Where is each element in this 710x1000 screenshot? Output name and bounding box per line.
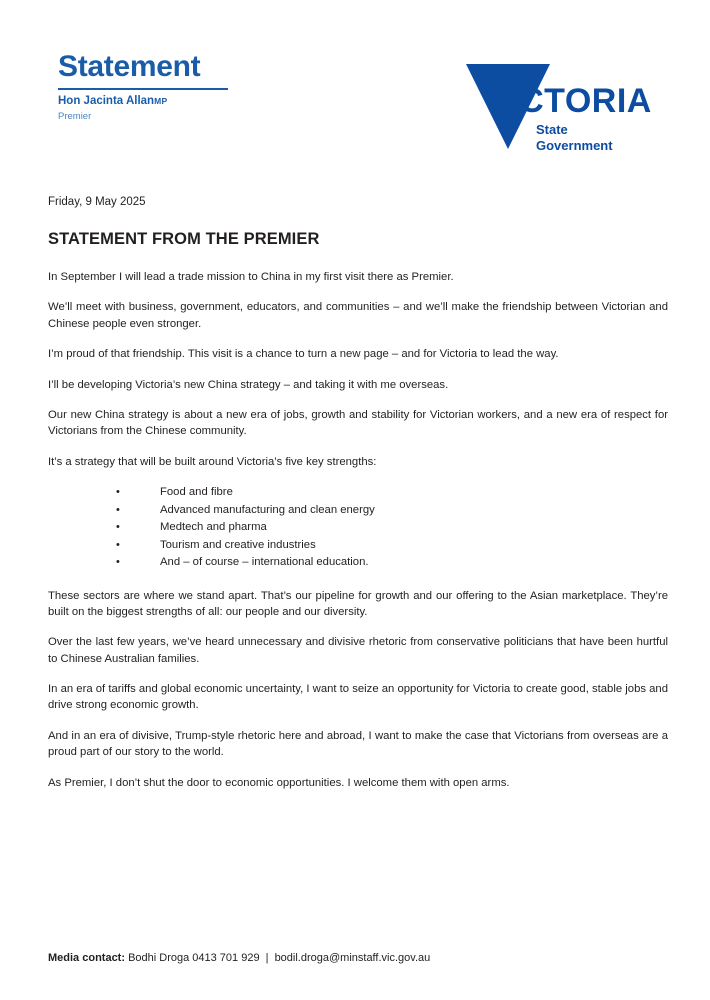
list-item: • Food and fibre xyxy=(48,484,668,502)
paragraph: It’s a strategy that will be built around Victoria’s five key strengths: xyxy=(48,455,377,468)
list-item: • Medtech and pharma xyxy=(48,519,668,537)
key-strengths-list xyxy=(48,484,668,572)
media-contact-email[interactable]: bodil.droga@minstaff.vic.gov.au xyxy=(274,952,431,964)
victoria-government-logo xyxy=(456,64,666,184)
masthead-divider xyxy=(58,88,228,90)
paragraph: We’ll meet with business, government, educators, and communities – and we’ll make the friendship between Victorian and Chinese people even stronger. xyxy=(48,301,668,330)
masthead xyxy=(58,52,228,122)
paragraph: These sectors are where we stand apart. That’s our pipeline for growth and our offering to the Asian marketplace. They’re built on the biggest strengths of all: our people and our diversity. xyxy=(48,589,668,618)
page-title: STATEMENT FROM THE PREMIER xyxy=(48,230,320,248)
logo-subtitle xyxy=(536,122,613,153)
media-contact-name: Bodhi Droga 0413 701 929 xyxy=(128,952,260,964)
masthead-role: Premier xyxy=(58,110,92,122)
paragraph: As Premier, I don’t shut the door to economic opportunities. I welcome them with open arms. xyxy=(48,776,510,789)
logo-wordmark: VICTORIA xyxy=(486,82,652,120)
masthead-author-suffix: MP xyxy=(154,96,168,106)
logo-subtitle-line1: State xyxy=(536,122,568,137)
media-contact-label: Media contact: xyxy=(48,952,126,964)
document-body xyxy=(48,196,668,805)
paragraph: I’ll be developing Victoria’s new China strategy – and taking it with me overseas. xyxy=(48,378,449,391)
masthead-author-name: Hon Jacinta Allan xyxy=(58,95,155,107)
document-date: Friday, 9 May 2025 xyxy=(48,196,146,208)
list-item: • And – of course – international education. xyxy=(48,554,668,572)
list-item: • Advanced manufacturing and clean energy xyxy=(48,502,668,520)
paragraph: Our new China strategy is about a new era of jobs, growth and stability for Victorian workers, and a new era of respect for Victorians from the Chinese community. xyxy=(48,408,668,438)
masthead-author xyxy=(58,95,228,109)
paragraph: I’m proud of that friendship. This visit is a chance to turn a new page – and for Victoria to lead the way. xyxy=(48,348,559,361)
list-item: • Tourism and creative industries xyxy=(48,537,668,555)
paragraph: In an era of tariffs and global economic uncertainty, I want to seize an opportunity for Victoria to create good, stable jobs and drive strong economic growth. xyxy=(48,683,668,712)
logo-subtitle-line2: Government xyxy=(536,137,613,153)
footer-separator: | xyxy=(265,952,269,964)
masthead-title: Statement xyxy=(58,50,201,83)
document-header xyxy=(48,52,666,162)
paragraph: Over the last few years, we’ve heard unnecessary and divisive rhetoric from conservative politicians that have been hurtful to Chinese Australian families. xyxy=(48,636,668,665)
document-footer xyxy=(48,952,662,964)
paragraph: And in an era of divisive, Trump-style rhetoric here and abroad, I want to make the case that Victorians from overseas are a proud part of our story to the world. xyxy=(48,729,668,759)
paragraph: In September I will lead a trade mission to China in my first visit there as Premier. xyxy=(48,271,454,283)
